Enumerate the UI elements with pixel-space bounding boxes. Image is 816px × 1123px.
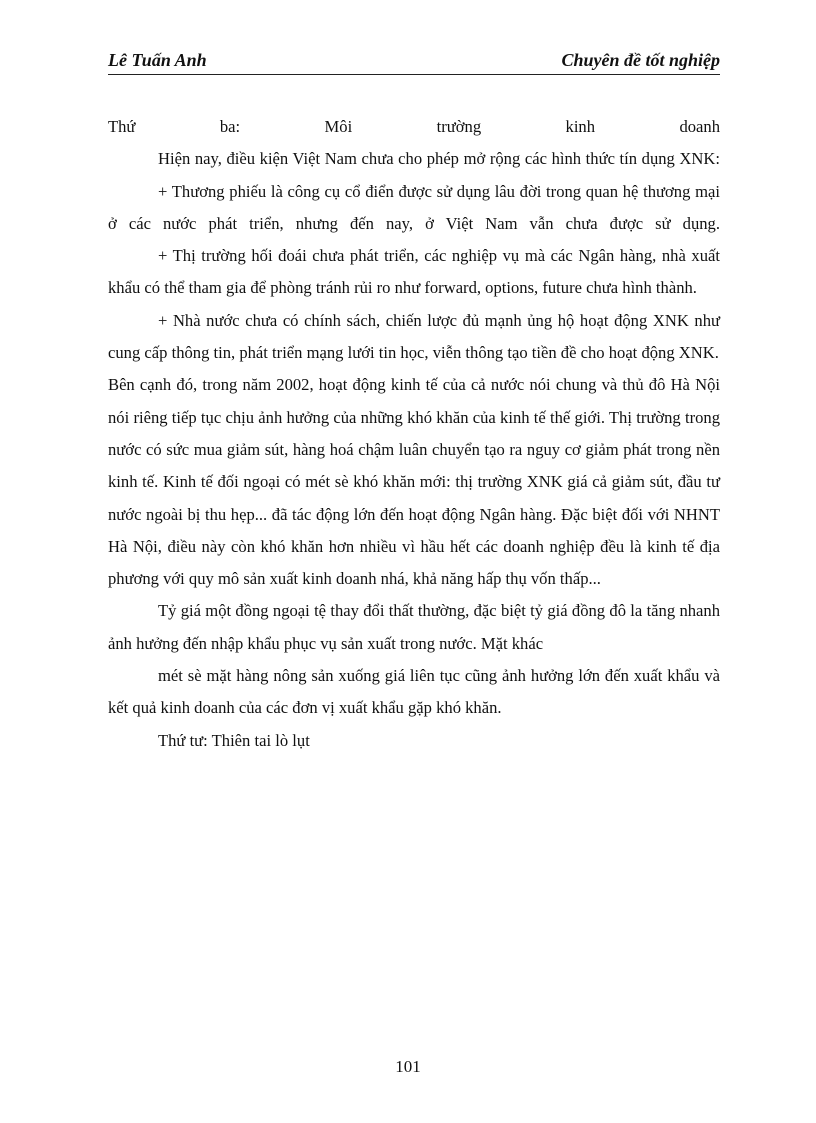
section-heading-third: Thứ ba: Môi trường kinh doanh	[108, 117, 720, 136]
paragraph-agri-exports: mét sè mặt hàng nông sản xuống giá liên tục cũng ảnh hưởng lớn đến xuất khẩu và kết quả kinh doanh của các đơn vị xuất khẩu gặp khó khăn.	[108, 666, 720, 718]
page-number: 101	[395, 1057, 421, 1076]
paragraph-credit-forms: Hiện nay, điều kiện Việt Nam chưa cho phép mở rộng các hình thức tín dụng XNK:	[158, 149, 720, 169]
paragraph-state-policy: + Nhà nước chưa có chính sách, chiến lược đủ mạnh ủng hộ hoạt động XNK như cung cấp thông tin, phát triển mạng lưới tin học, viễn thông tạo tiền đề cho hoạt động XNK.	[108, 310, 720, 363]
header-title: Chuyên đề tốt nghiệp	[561, 50, 720, 70]
paragraph-forex-market: + Thị trường hối đoái chưa phát triển, các nghiệp vụ mà các Ngân hàng, nhà xuất khẩu có thể tham gia để phòng tránh rủi ro như forward, options, future chưa hình thành.	[108, 246, 720, 298]
header-author: Lê Tuấn Anh	[108, 50, 207, 70]
section-heading-fourth: Thứ tư: Thiên tai lò lụt	[158, 730, 310, 750]
document-body	[108, 111, 720, 757]
paragraph-economic-context: Bên cạnh đó, trong năm 2002, hoạt động kinh tế của cả nước nói chung và thủ đô Hà Nội nói riêng tiếp tục chịu ảnh hưởng của những khó khăn của kinh tế thế giới. Thị trường trong nước có sức mua giảm sút, hàng hoá chậm luân chuyển tạo ra nguy cơ giảm phát trong nền kinh tế. Kinh tế đối ngoại có mét sè khó khăn mới: thị trường XNK giá cả giảm sút, đầu tư nước ngoài bị thu hẹp... đã tác động lớn đến hoạt động Ngân hàng. Đặc biệt đối với NHNT Hà Nội, điều này còn khó khăn hơn nhiều vì hầu hết các doanh nghiệp đều là kinh tế địa phương với quy mô sản xuất kinh doanh nhá, khả năng hấp thụ vốn thấp...	[108, 375, 720, 589]
page-header	[108, 48, 720, 75]
paragraph-commercial-paper: + Thương phiếu là công cụ cổ điển được sử dụng lâu đời trong quan hệ thương mại ở các nước phát triển, nhưng đến nay, ở Việt Nam vẫn chưa được sử dụng.	[108, 181, 720, 233]
paragraph-exchange-rate: Tỷ giá một đồng ngoại tệ thay đổi thất thường, đặc biệt tỷ giá đồng đô la tăng nhanh ảnh hưởng đến nhập khẩu phục vụ sản xuất trong nước. Mặt khác	[108, 601, 720, 653]
